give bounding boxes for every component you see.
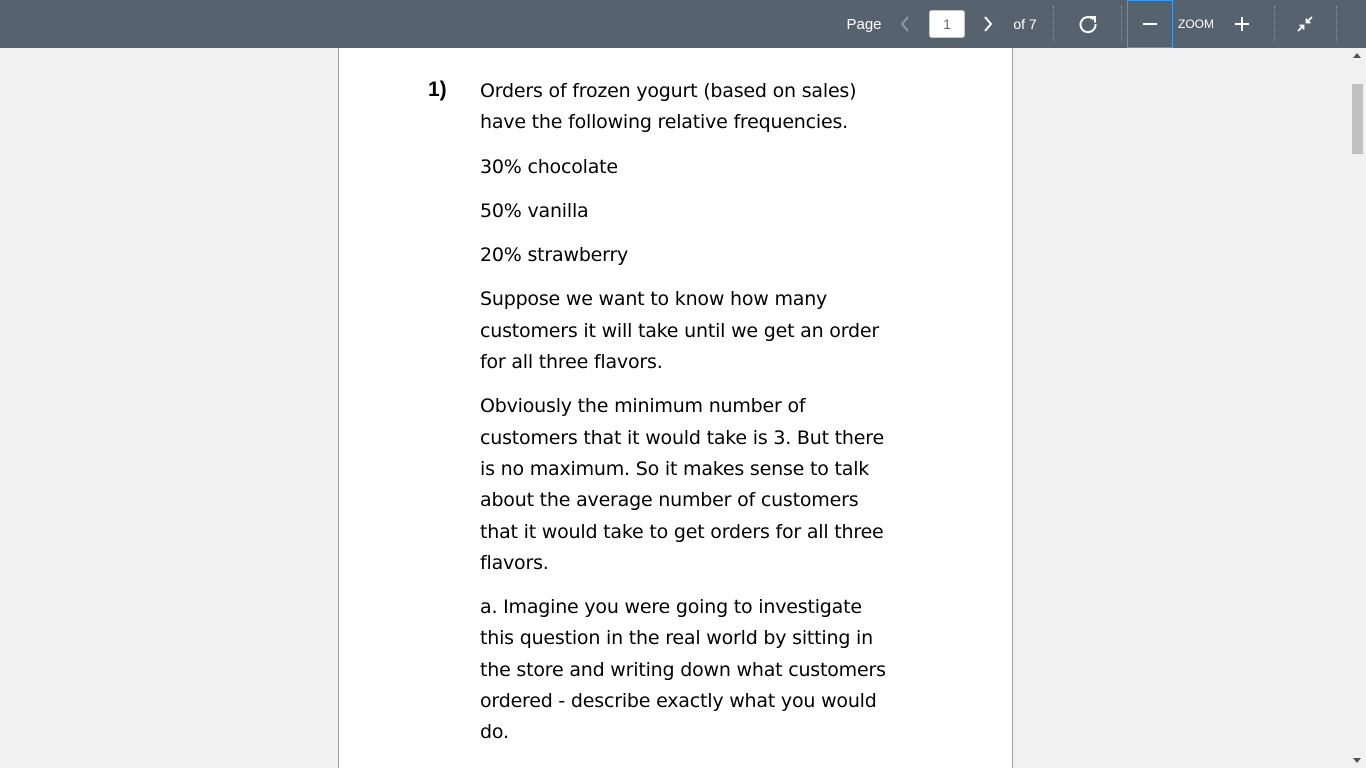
paragraph: Obviously the minimum number of customers that it would take is 3. But there is no maximum. So it makes sense to talk about the average number of customers that it would take to get orders for all three flavors. — [480, 395, 884, 574]
chevron-right-icon — [982, 15, 994, 33]
paragraph: 50% vanilla — [480, 199, 589, 222]
question-number: 1) — [428, 78, 447, 101]
previous-page-button[interactable] — [892, 0, 918, 48]
scroll-thumb[interactable] — [1352, 84, 1363, 154]
collapse-icon — [1296, 15, 1314, 33]
toolbar-divider — [1121, 6, 1122, 42]
pdf-page — [338, 48, 1013, 768]
paragraph: Suppose we want to know how many customers it will take until we get an order for all three flavors. — [480, 288, 879, 374]
document-viewer[interactable] — [0, 48, 1366, 768]
toolbar-divider — [1053, 6, 1054, 42]
paragraph: a. Imagine you were going to investigate this question in the real world by sitting in the store and writing down what customers ordered - describe exactly what you would do. — [480, 596, 886, 744]
toolbar-divider — [1274, 6, 1275, 42]
page-number-input[interactable] — [929, 10, 965, 38]
chevron-left-icon — [899, 15, 911, 33]
next-page-button[interactable] — [975, 0, 1001, 48]
paragraph: Orders of frozen yogurt (based on sales) have the following relative frequencies. — [480, 80, 857, 134]
exit-fullscreen-button[interactable] — [1290, 0, 1320, 48]
pdf-toolbar — [0, 0, 1366, 48]
zoom-out-button[interactable] — [1127, 0, 1173, 48]
plus-icon — [1234, 16, 1250, 32]
rotate-button[interactable] — [1071, 0, 1105, 48]
minus-icon — [1142, 16, 1158, 32]
vertical-scrollbar[interactable] — [1349, 48, 1366, 768]
question-body — [480, 76, 900, 762]
scroll-up-arrow-icon[interactable] — [1353, 53, 1361, 58]
scroll-down-arrow-icon[interactable] — [1353, 758, 1361, 763]
toolbar-divider — [1336, 6, 1337, 42]
zoom-in-button[interactable] — [1224, 0, 1260, 48]
paragraph: 30% chocolate — [480, 155, 618, 178]
paragraph: 20% strawberry — [480, 244, 629, 267]
page-label: Page — [846, 15, 882, 33]
page-count: of 7 — [1013, 16, 1037, 32]
zoom-label: ZOOM — [1178, 17, 1214, 31]
rotate-icon — [1077, 13, 1099, 35]
